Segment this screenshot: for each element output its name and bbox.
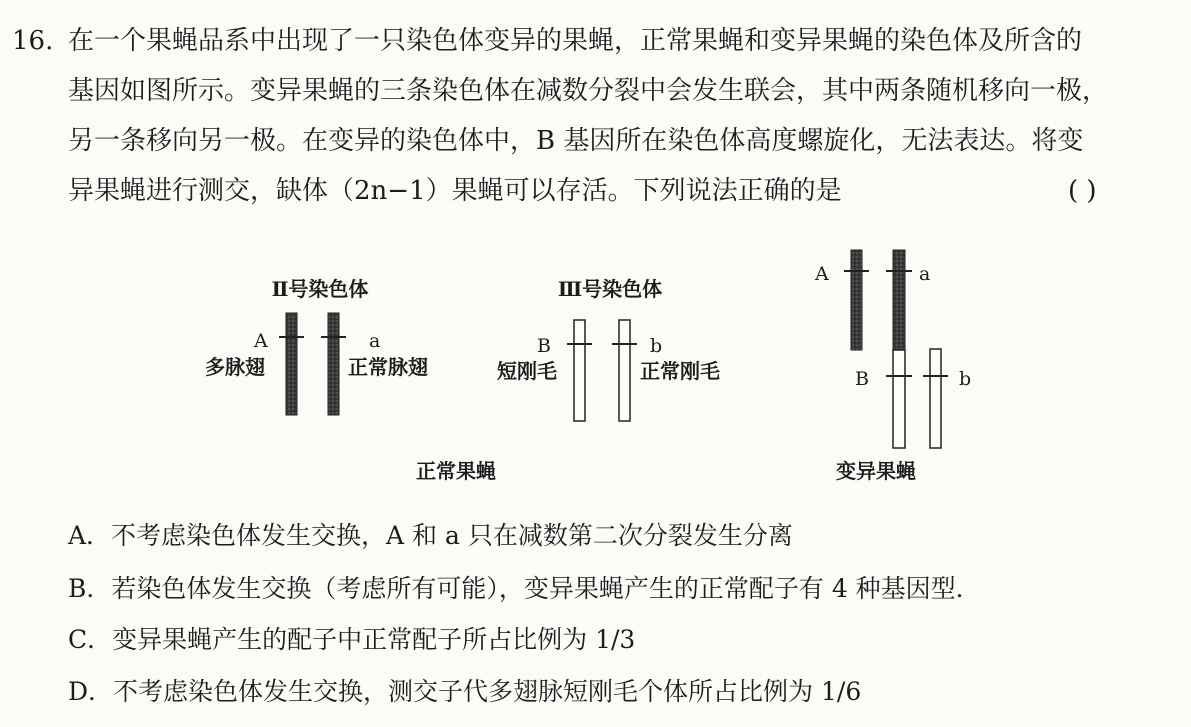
question-line-3: 另一条移向另一极。在变异的染色体中，B 基因所在染色体高度螺旋化，无法表达。将变: [68, 126, 1084, 156]
mutant-chr-A: [851, 250, 862, 350]
answer-blank: ( ): [1068, 176, 1097, 206]
gene-a-label: a: [369, 330, 381, 352]
trait-normal-bristle: 正常刚毛: [640, 359, 720, 383]
gene-B-label: B: [537, 335, 551, 357]
option-c[interactable]: C．变异果蝇产生的配子中正常配子所占比例为 1/3: [68, 625, 636, 654]
mutant-gene-A-label: A: [815, 263, 829, 285]
chromosome-3-title: Ⅲ号染色体: [557, 277, 663, 301]
question-line-4: 异果蝇进行测交，缺体（2n−1）果蝇可以存活。下列说法正确的是: [68, 176, 842, 206]
option-d[interactable]: D．不考虑染色体发生交换，测交子代多翅脉短刚毛个体所占比例为 1/6: [68, 677, 862, 706]
trait-short-bristle: 短刚毛: [497, 359, 557, 383]
question-line-1: 在一个果蝇品系中出现了一只染色体变异的果蝇，正常果蝇和变异果蝇的染色体及所含的: [68, 26, 1083, 56]
mutant-fly-caption: 变异果蝇: [836, 459, 916, 483]
mutant-fused-chr-light: [893, 350, 905, 448]
normal-chr3-right: [619, 320, 630, 421]
normal-chr3-left: [574, 320, 585, 421]
normal-fly-caption: 正常果蝇: [416, 459, 496, 483]
trait-multi-vein-wing: 多脉翅: [205, 355, 265, 379]
mutant-gene-a-label: a: [919, 263, 931, 285]
question-line-2: 基因如图所示。变异果蝇的三条染色体在减数分裂中会发生联会，其中两条随机移向一极，: [68, 76, 1109, 106]
normal-chr2-left: [286, 313, 297, 415]
option-b[interactable]: B．若染色体发生交换（考虑所有可能），变异果蝇产生的正常配子有 4 种基因型．: [68, 574, 981, 603]
gene-A-label: A: [254, 330, 268, 352]
mutant-gene-b-label: b: [959, 368, 972, 390]
mutant-fused-chr-dark: [893, 250, 905, 350]
question-number: 16.: [12, 26, 54, 56]
normal-chr2-right: [328, 313, 339, 415]
mutant-gene-B-label: B: [855, 368, 869, 390]
mutant-chr-b: [930, 349, 941, 448]
trait-normal-vein-wing: 正常脉翅: [348, 355, 428, 379]
option-a[interactable]: A．不考虑染色体发生交换，A 和 a 只在减数第二次分裂发生分离: [68, 521, 793, 550]
chromosome-2-title: Ⅱ号染色体: [271, 277, 369, 301]
gene-b-label: b: [650, 335, 663, 357]
